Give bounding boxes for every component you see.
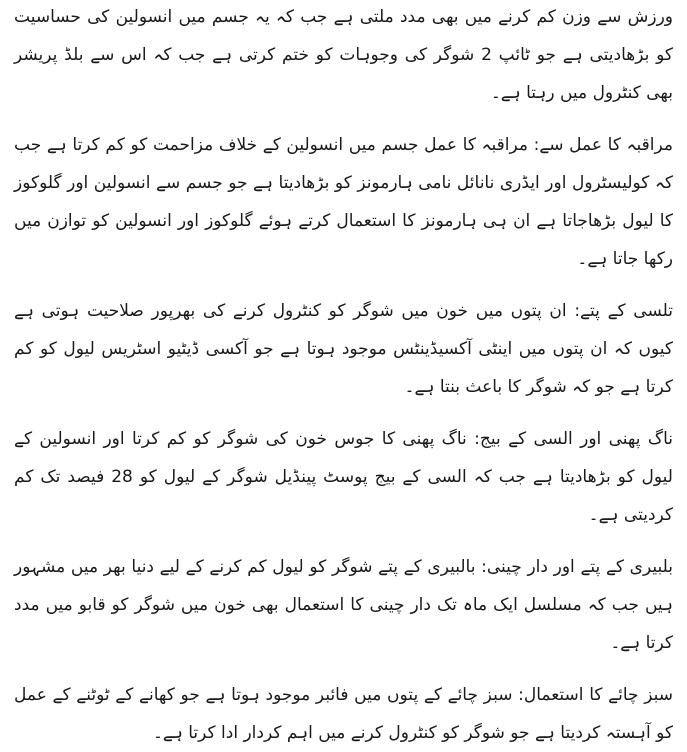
paragraph-basil-leaves: تلسی کے پتے: ان پتوں میں خون میں شوگر کو کنٹرول کرنے کی بھرپور صلاحیت ہوتی ہے کیوں کہ ان پتوں میں اینٹی آکسیڈینٹس موجود ہوتا ہے جو آکسی ڈیٹیو اسٹریس لیول کو کم کرتا ہے جو کہ شوگر کا باعث بنتا ہے۔: [14, 301, 673, 397]
paragraph-exercise: ورزش سے وزن کم کرنے میں بھی مدد ملتی ہے جب کہ یہ جسم میں انسولین کی حساسیت کو بڑھادیتی ہے جو ٹائپ 2 شوگر کی وجوہات کو ختم کرتی ہے جب کہ اس سے بلڈ پریشر بھی کنٹرول میں رہتا ہے۔: [14, 7, 673, 103]
paragraph-bilberry-cinnamon: بلبیری کے پتے اور دار چینی: بالبیری کے پتے شوگر کو لیول کم کرنے کے لیے دنیا بھر میں مشہور ہیں جب کہ مسلسل ایک ماہ تک دار چینی کا استعمال بھی خون میں شوگر کو قابو میں مدد کرتا ہے۔: [14, 557, 673, 653]
paragraph-green-tea: سبز چائے کا استعمال: سبز چائے کے پتوں میں فائبر موجود ہوتا ہے جو کھانے کے ٹوٹنے کے عمل کو آہستہ کردیتا ہے جو شوگر کو کنٹرول کرنے میں اہم کردار ادا کرتا ہے۔: [14, 685, 673, 743]
paragraph-cactus-flaxseed: ناگ پھنی اور السی کے بیج: ناگ پھنی کا جوس خون کی شوگر کو کم کرتا اور انسولین کے لیول کو بڑھادیتا ہے جب کہ السی کے بیج پوسٹ پینڈیل شوگر کے لیول کو 28 فیصد تک کم کردیتی ہے۔: [14, 429, 673, 525]
paragraph-meditation: مراقبہ کا عمل سے: مراقبہ کا عمل جسم میں انسولین کے خلاف مزاحمت کو کم کرتا ہے جب کہ کولیسٹرول اور ایڈری نانائل نامی ہارمونز کو بڑھادیتا ہے جو جسم سے انسولین اور گلوکوز کا لیول بڑھاجاتا ہے ان ہی ہارمونز کا استعمال کرتے ہوئے گلوکوز اور انسولین کو توازن میں رکھا جاتا ہے۔: [14, 135, 673, 269]
